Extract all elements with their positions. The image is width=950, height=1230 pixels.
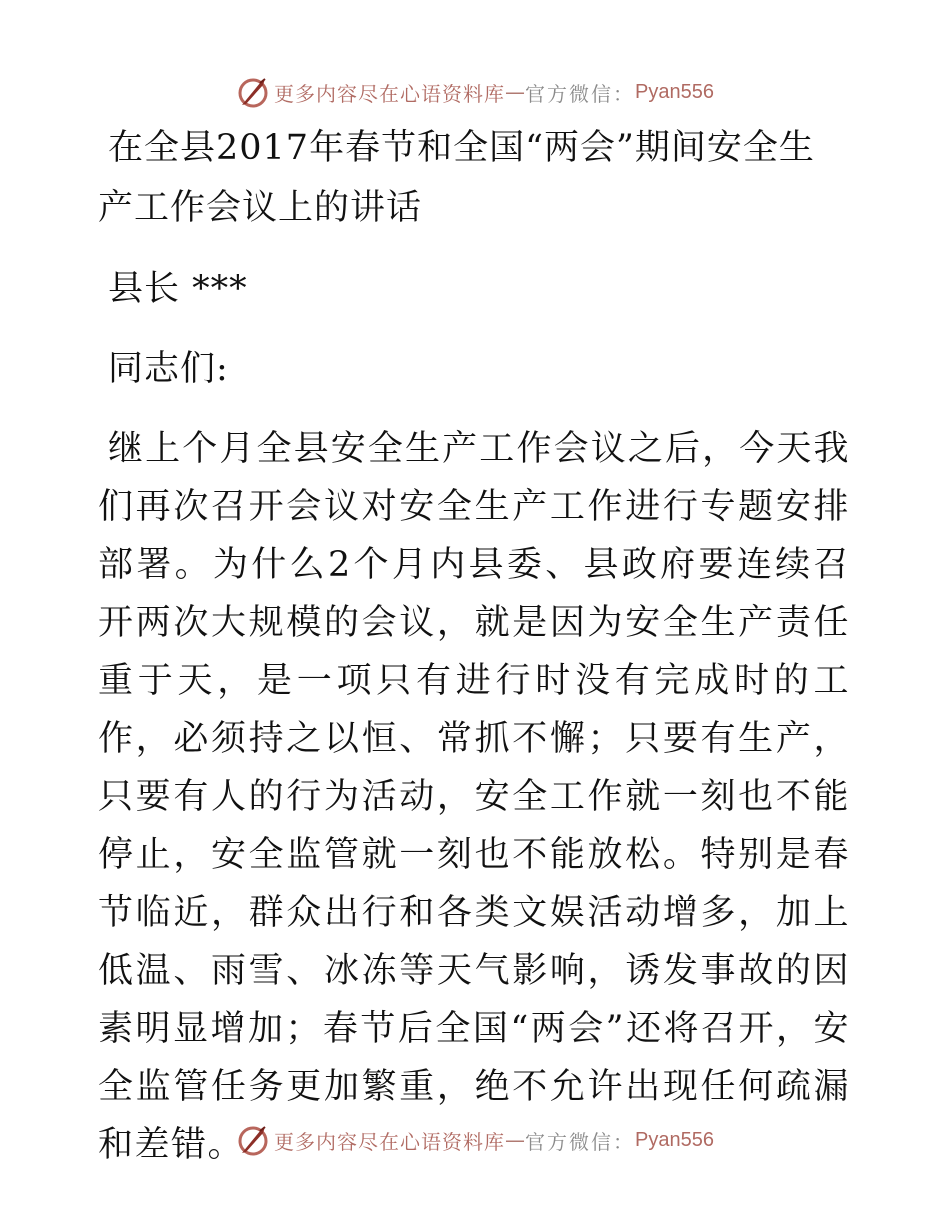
watermark-wechat-label: 官方微信： [525,81,636,106]
watermark-separator: — [505,80,526,104]
header-watermark [0,72,950,112]
watermark-main-text: 更多内容尽在心语资料库 [274,81,506,106]
document-greeting: 同志们: [108,349,229,389]
document-title: 在全县2017年春节和全国“两会”期间安全生产工作会议上的讲话 [98,128,815,228]
watermark-wechat-id: Pyan556 [635,80,714,103]
watermark-wechat-id: Pyan556 [635,1128,714,1151]
document-body [98,118,850,1174]
footer-watermark [0,1120,950,1160]
watermark-separator: — [505,1128,526,1152]
quill-logo-icon [236,1123,270,1157]
document-paragraph: 继上个月全县安全生产工作会议之后，今天我们再次召开会议对安全生产工作进行专题安排部署。为什么2个月内县委、县政府要连续召开两次大规模的会议，就是因为安全生产责任重于天，是一项只有进行时没有完成时的工作，必须持之以恒、常抓不懈；只要有生产，只要有人的行为活动，安全工作就一刻也不能停止，安全监管就一刻也不能放松。特别是春节临近，群众出行和各类文娱活动增多，加上低温、雨雪、冰冻等天气影响，诱发事故的因素明显增加；春节后全国“两会”还将召开，安全监管任务更加繁重，绝不允许出现任何疏漏和差错。 [98,429,850,1165]
quill-logo-icon [236,75,270,109]
watermark-main-text: 更多内容尽在心语资料库 [274,1129,506,1154]
watermark-wechat-label: 官方微信： [525,1129,636,1154]
document-author: 县长 *** [108,269,248,309]
